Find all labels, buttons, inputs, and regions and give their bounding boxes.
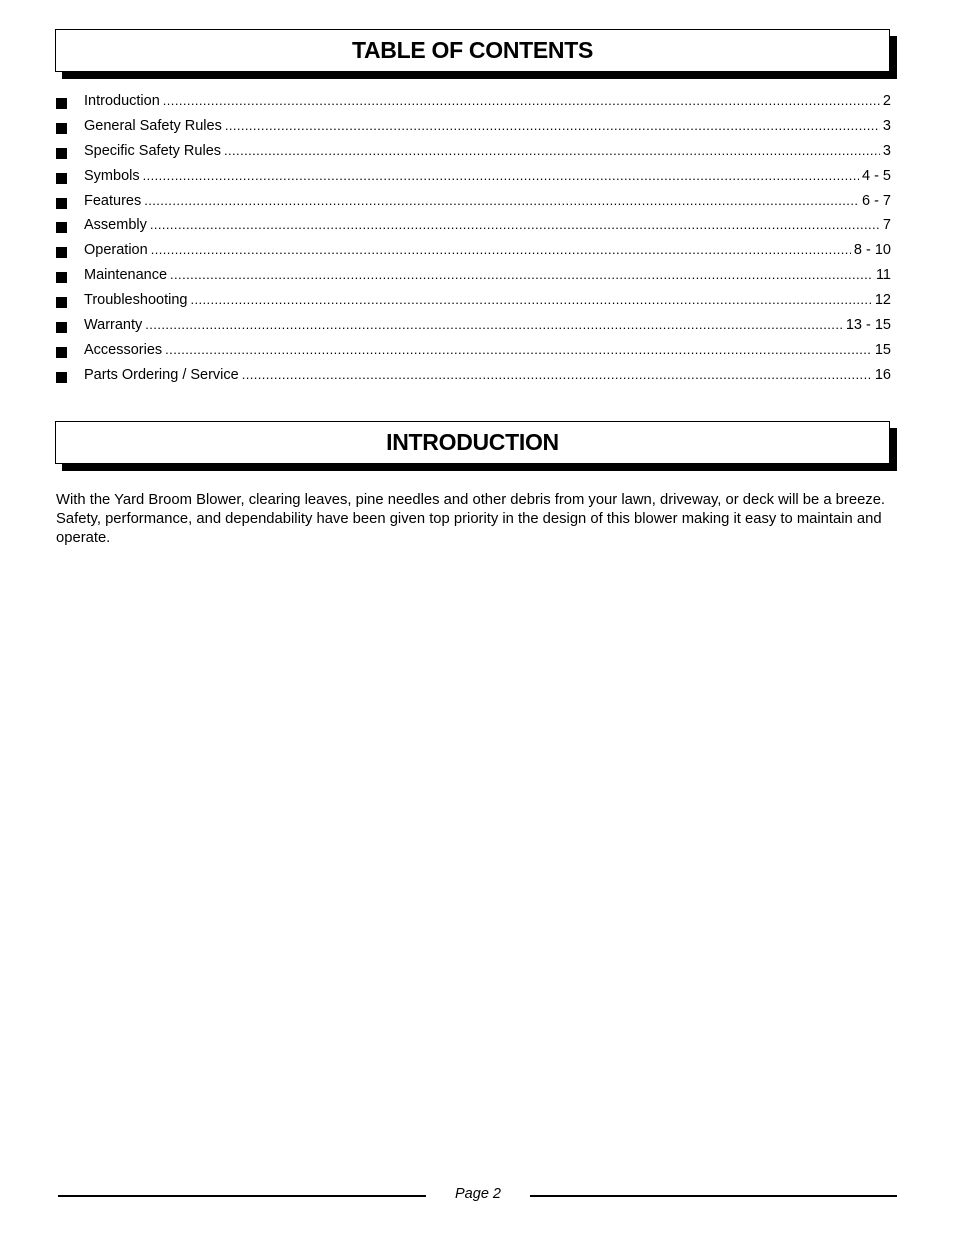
toc-entry-page: 3 — [882, 117, 891, 134]
toc-entry-title: Maintenance — [84, 267, 168, 284]
toc-entry-title: Operation — [84, 242, 148, 259]
toc-entry-title: Assembly — [84, 217, 147, 234]
dot-leader — [225, 118, 880, 133]
toc-entry[interactable] — [55, 217, 891, 242]
toc-entry-title: Troubleshooting — [84, 292, 188, 309]
toc-entry-title: Parts Ordering / Service — [84, 366, 239, 383]
toc-entry[interactable] — [55, 267, 891, 292]
dot-leader — [144, 193, 859, 208]
toc-entry-page: 13 - 15 — [845, 317, 891, 334]
square-bullet-icon — [56, 347, 67, 358]
square-bullet-icon — [56, 322, 67, 333]
toc-entry-page: 16 — [874, 366, 891, 383]
toc-entry-title: Features — [84, 192, 142, 209]
introduction-heading — [55, 421, 890, 464]
dot-leader — [143, 168, 859, 183]
toc-entry-page: 15 — [874, 341, 891, 358]
toc-entry-page: 4 - 5 — [861, 167, 891, 184]
toc-entry-page: 11 — [875, 267, 891, 284]
toc-entry-page: 8 - 10 — [853, 242, 891, 259]
toc-entry[interactable] — [55, 143, 891, 168]
toc-entry-page: 12 — [874, 292, 891, 309]
square-bullet-icon — [56, 247, 67, 258]
footer-rule-right — [530, 1195, 897, 1197]
toc-entry-title: General Safety Rules — [84, 117, 222, 134]
toc-entry-page: 3 — [882, 142, 891, 159]
dot-leader — [242, 367, 872, 382]
toc-entry[interactable] — [55, 118, 891, 143]
square-bullet-icon — [56, 297, 67, 308]
square-bullet-icon — [56, 198, 67, 209]
toc-entry-title: Symbols — [84, 167, 140, 184]
dot-leader — [224, 143, 880, 158]
dot-leader — [170, 267, 873, 282]
dot-leader — [145, 317, 843, 332]
page-number: Page 2 — [455, 1186, 501, 1202]
toc-entry-title: Introduction — [84, 93, 160, 109]
dot-leader — [151, 242, 851, 257]
dot-leader — [163, 93, 880, 108]
toc-entry[interactable] — [55, 93, 891, 118]
toc-entry-page: 2 — [882, 93, 891, 109]
square-bullet-icon — [56, 98, 67, 109]
toc-entry[interactable] — [55, 292, 891, 317]
toc-heading — [55, 29, 890, 72]
toc-entry-title: Accessories — [84, 341, 163, 358]
square-bullet-icon — [56, 372, 67, 383]
toc-entry-title: Warranty — [84, 317, 143, 334]
introduction-heading-text: INTRODUCTION — [386, 429, 559, 455]
introduction-body: With the Yard Broom Blower, clearing leaves, pine needles and other debris from your lawn, driveway, or deck will be a breeze. Safety, performance, and dependability have been given top priority in the design of this blower making it easy to maintain and operate. — [56, 492, 886, 546]
toc-entry[interactable] — [55, 242, 891, 267]
toc-entry[interactable] — [55, 168, 891, 193]
toc-entry-page: 6 - 7 — [861, 192, 891, 209]
square-bullet-icon — [56, 148, 67, 159]
toc-entry[interactable] — [55, 367, 891, 392]
toc-entry[interactable] — [55, 193, 891, 218]
toc-heading-text: TABLE OF CONTENTS — [351, 37, 594, 63]
toc-entry-title: Specific Safety Rules — [84, 142, 222, 159]
toc-entry-page: 7 — [882, 217, 891, 234]
square-bullet-icon — [56, 222, 67, 233]
footer-rule-left — [58, 1195, 426, 1197]
dot-leader — [190, 292, 871, 307]
square-bullet-icon — [56, 272, 67, 283]
toc-entry[interactable] — [55, 317, 891, 342]
dot-leader — [150, 217, 880, 232]
square-bullet-icon — [56, 123, 67, 134]
toc-entry[interactable] — [55, 342, 891, 367]
dot-leader — [165, 342, 872, 357]
toc-list — [55, 93, 891, 392]
square-bullet-icon — [56, 173, 67, 184]
